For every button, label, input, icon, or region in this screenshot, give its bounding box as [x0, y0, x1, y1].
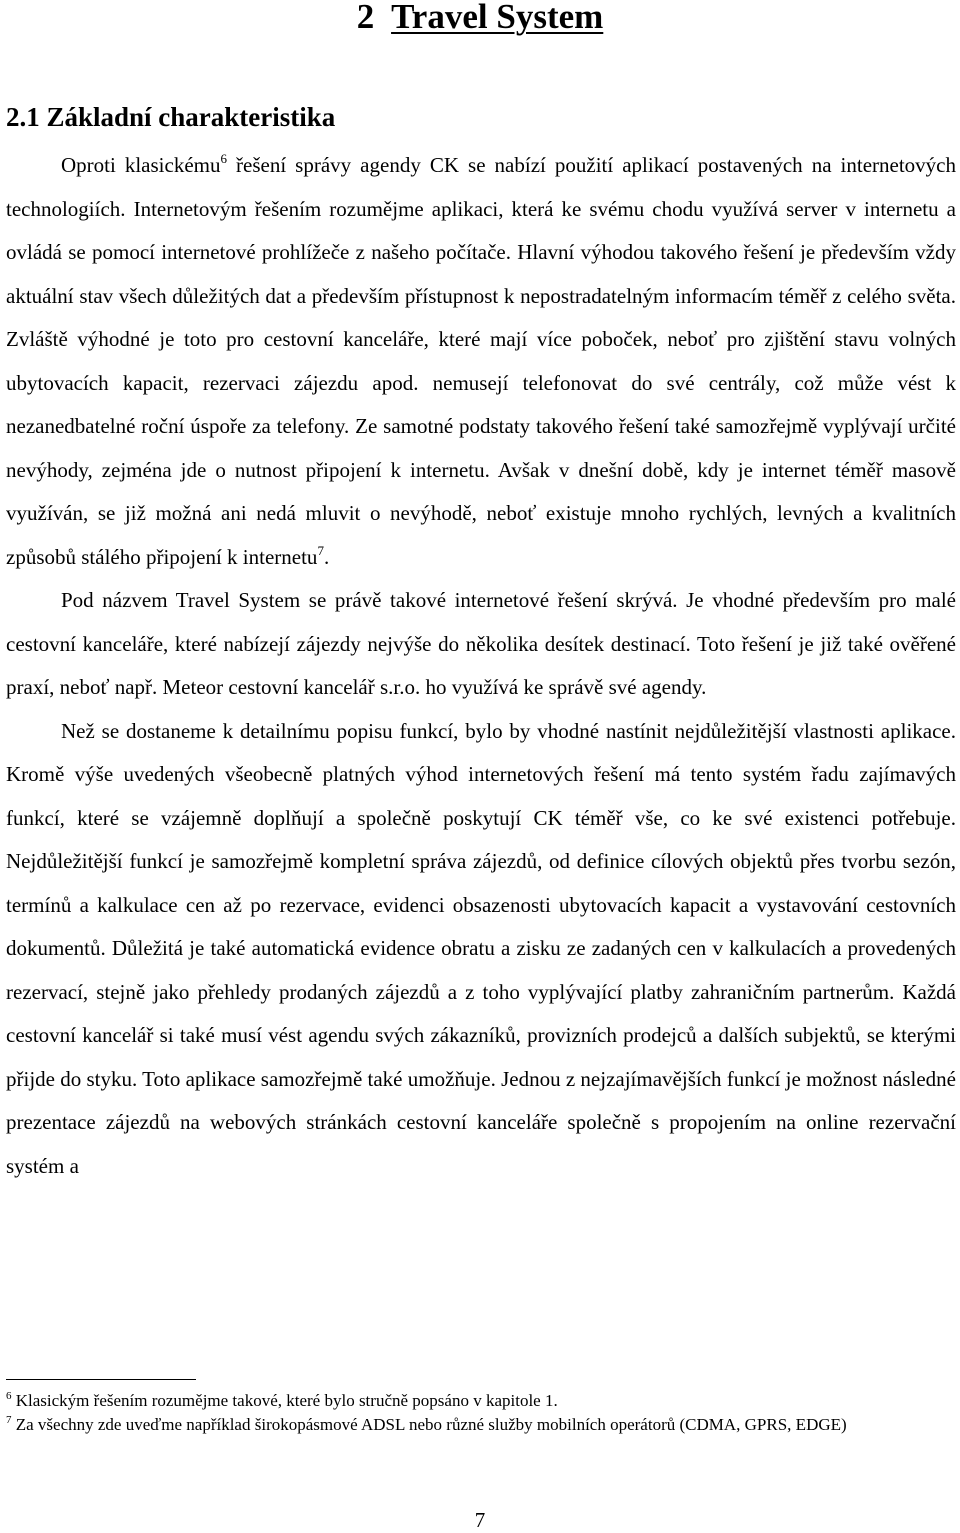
- section-title-text: Základní charakteristika: [46, 102, 336, 132]
- footnote-6: [6, 1389, 946, 1413]
- section-title: [6, 99, 335, 135]
- paragraph-2: Pod názvem Travel System se právě takové internetové řešení skrývá. Je vhodné především pro malé cestovní kanceláře, které nabízejí zájezdy nejvýše do několika desítek destinací. Toto řešení je již také ověřené praxí, neboť např. Meteor cestovní kancelář s.r.o. ho využívá ke správě své agendy.: [6, 588, 956, 699]
- footnote-ref-7: 7: [317, 542, 324, 558]
- footnote-6-text: Klasickým řešením rozumějme takové, které bylo stručně popsáno v kapitole 1.: [11, 1391, 558, 1410]
- paragraph-3: Než se dostaneme k detailnímu popisu funkcí, bylo by vhodné nastínit nejdůležitější vlastnosti aplikace. Kromě výše uvedených všeobecně platných výhod internetových řešení má tento systém řadu zajímavých funkcí, které se vzájemně doplňují a společně poskytují CK téměř vše, co ke své existenci potřebuje. Nejdůležitější funkcí je samozřejmě kompletní správa zájezdů, od definice cílových objektů přes tvorbu sezón, termínů a kalkulace cen až po rezervace, evidenci obsazenosti ubytovacích kapacit a vystavování cestovních dokumentů. Důležitá je také automatická evidence obratu a zisku ze zadaných cen v kalkulacích a provedených rezervací, stejně jako přehledy prodaných zájezdů a z toho vyplývající platby zahraničním partnerům. Každá cestovní kancelář si také musí vést agendu svých zákazníků, provizních prodejců a dalších subjektů, se kterými přijde do styku. Toto aplikace samozřejmě také umožňuje. Jednou z nejzajímavějších funkcí je možnost následné prezentace zájezdů na webových stránkách cestovní kanceláře společně s propojením na online rezervační systém a: [6, 718, 956, 1178]
- body-text: [6, 144, 956, 1188]
- paragraph-1-part-c: .: [323, 544, 330, 569]
- footnote-ref-6: 6: [220, 151, 227, 166]
- footnote-7: [6, 1413, 946, 1437]
- chapter-title-text: Travel System: [391, 0, 604, 36]
- footnote-separator: [6, 1379, 196, 1380]
- paragraph-1-part-a: Oproti klasickému: [61, 153, 221, 177]
- footnote-mark-6: 6: [6, 1390, 12, 1402]
- paragraph-1-part-b: řešení správy agendy CK se nabízí použití aplikací postavených na internetových technologiích. Internetovým řešením rozumějme aplikaci, která ke svému chodu využívá server v internetu a ovládá se pomocí internetové prohlížeče z našeho počítače. Hlavní výhodou takového řešení je především vždy aktuální stav všech důležitých dat a především přístupnost k nepostradatelným informacím téměř z celého světa. Zvláště výhodné je toto pro cestovní kanceláře, které mají více poboček, neboť pro zjištění stavu volných ubytovacích kapacit, rezervaci zájezdu apod. nemusejí telefonovat do své centrály, což může vést k nezanedbatelné roční úspoře za telefony. Ze samotné podstaty takového řešení také samozřejmě vyplývají určité nevýhody, zejména jde o nutnost připojení k internetu. Avšak v dnešní době, kdy je internet téměř masově využíván, se již možná ani nedá mluvit o nevýhodě, neboť existuje mnoho rychlých, levných a kvalitních způsobů stálého připojení k internetu: [6, 153, 956, 569]
- chapter-title: [0, 0, 960, 38]
- paragraph-1: [6, 144, 956, 579]
- page-number: 7: [474, 1508, 486, 1532]
- chapter-number: 2: [356, 0, 375, 36]
- footnote-7-text: Za všechny zde uveďme například širokopásmové ADSL nebo různé služby mobilních operátorů (CDMA, GPRS, EDGE): [11, 1415, 847, 1434]
- footnote-mark-7: 7: [6, 1414, 12, 1426]
- section-number: 2.1: [6, 102, 40, 132]
- footnotes: [6, 1389, 946, 1437]
